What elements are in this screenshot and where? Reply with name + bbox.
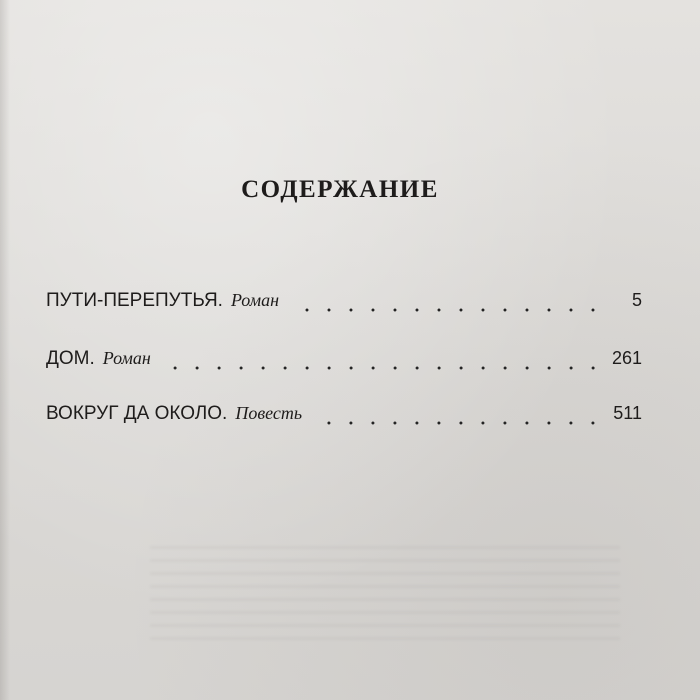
- toc-entry-genre: Повесть: [235, 403, 303, 423]
- show-through-text: [150, 540, 620, 640]
- toc-entry: [46, 348, 642, 378]
- dot-leader: [312, 420, 604, 426]
- toc-entry-genre: Роман: [102, 348, 151, 368]
- toc-entry-title: ДОМ.: [46, 348, 95, 369]
- page-edge-shadow: [0, 0, 10, 700]
- dot-leader: [289, 307, 604, 313]
- toc-entry-title: ПУТИ-ПЕРЕПУТЬЯ.: [46, 290, 223, 311]
- toc-entry-title: ВОКРУГ ДА ОКОЛО.: [46, 403, 228, 424]
- toc-entry-page: 511: [613, 403, 642, 423]
- contents-heading: СОДЕРЖАНИЕ: [241, 176, 439, 203]
- toc-entry-genre: Роман: [230, 290, 280, 310]
- toc-entry-page: 261: [611, 348, 642, 368]
- toc-entry: [46, 403, 642, 433]
- toc-entry: [46, 290, 642, 320]
- dot-leader: [161, 365, 604, 371]
- toc-entry-page: 5: [631, 290, 642, 310]
